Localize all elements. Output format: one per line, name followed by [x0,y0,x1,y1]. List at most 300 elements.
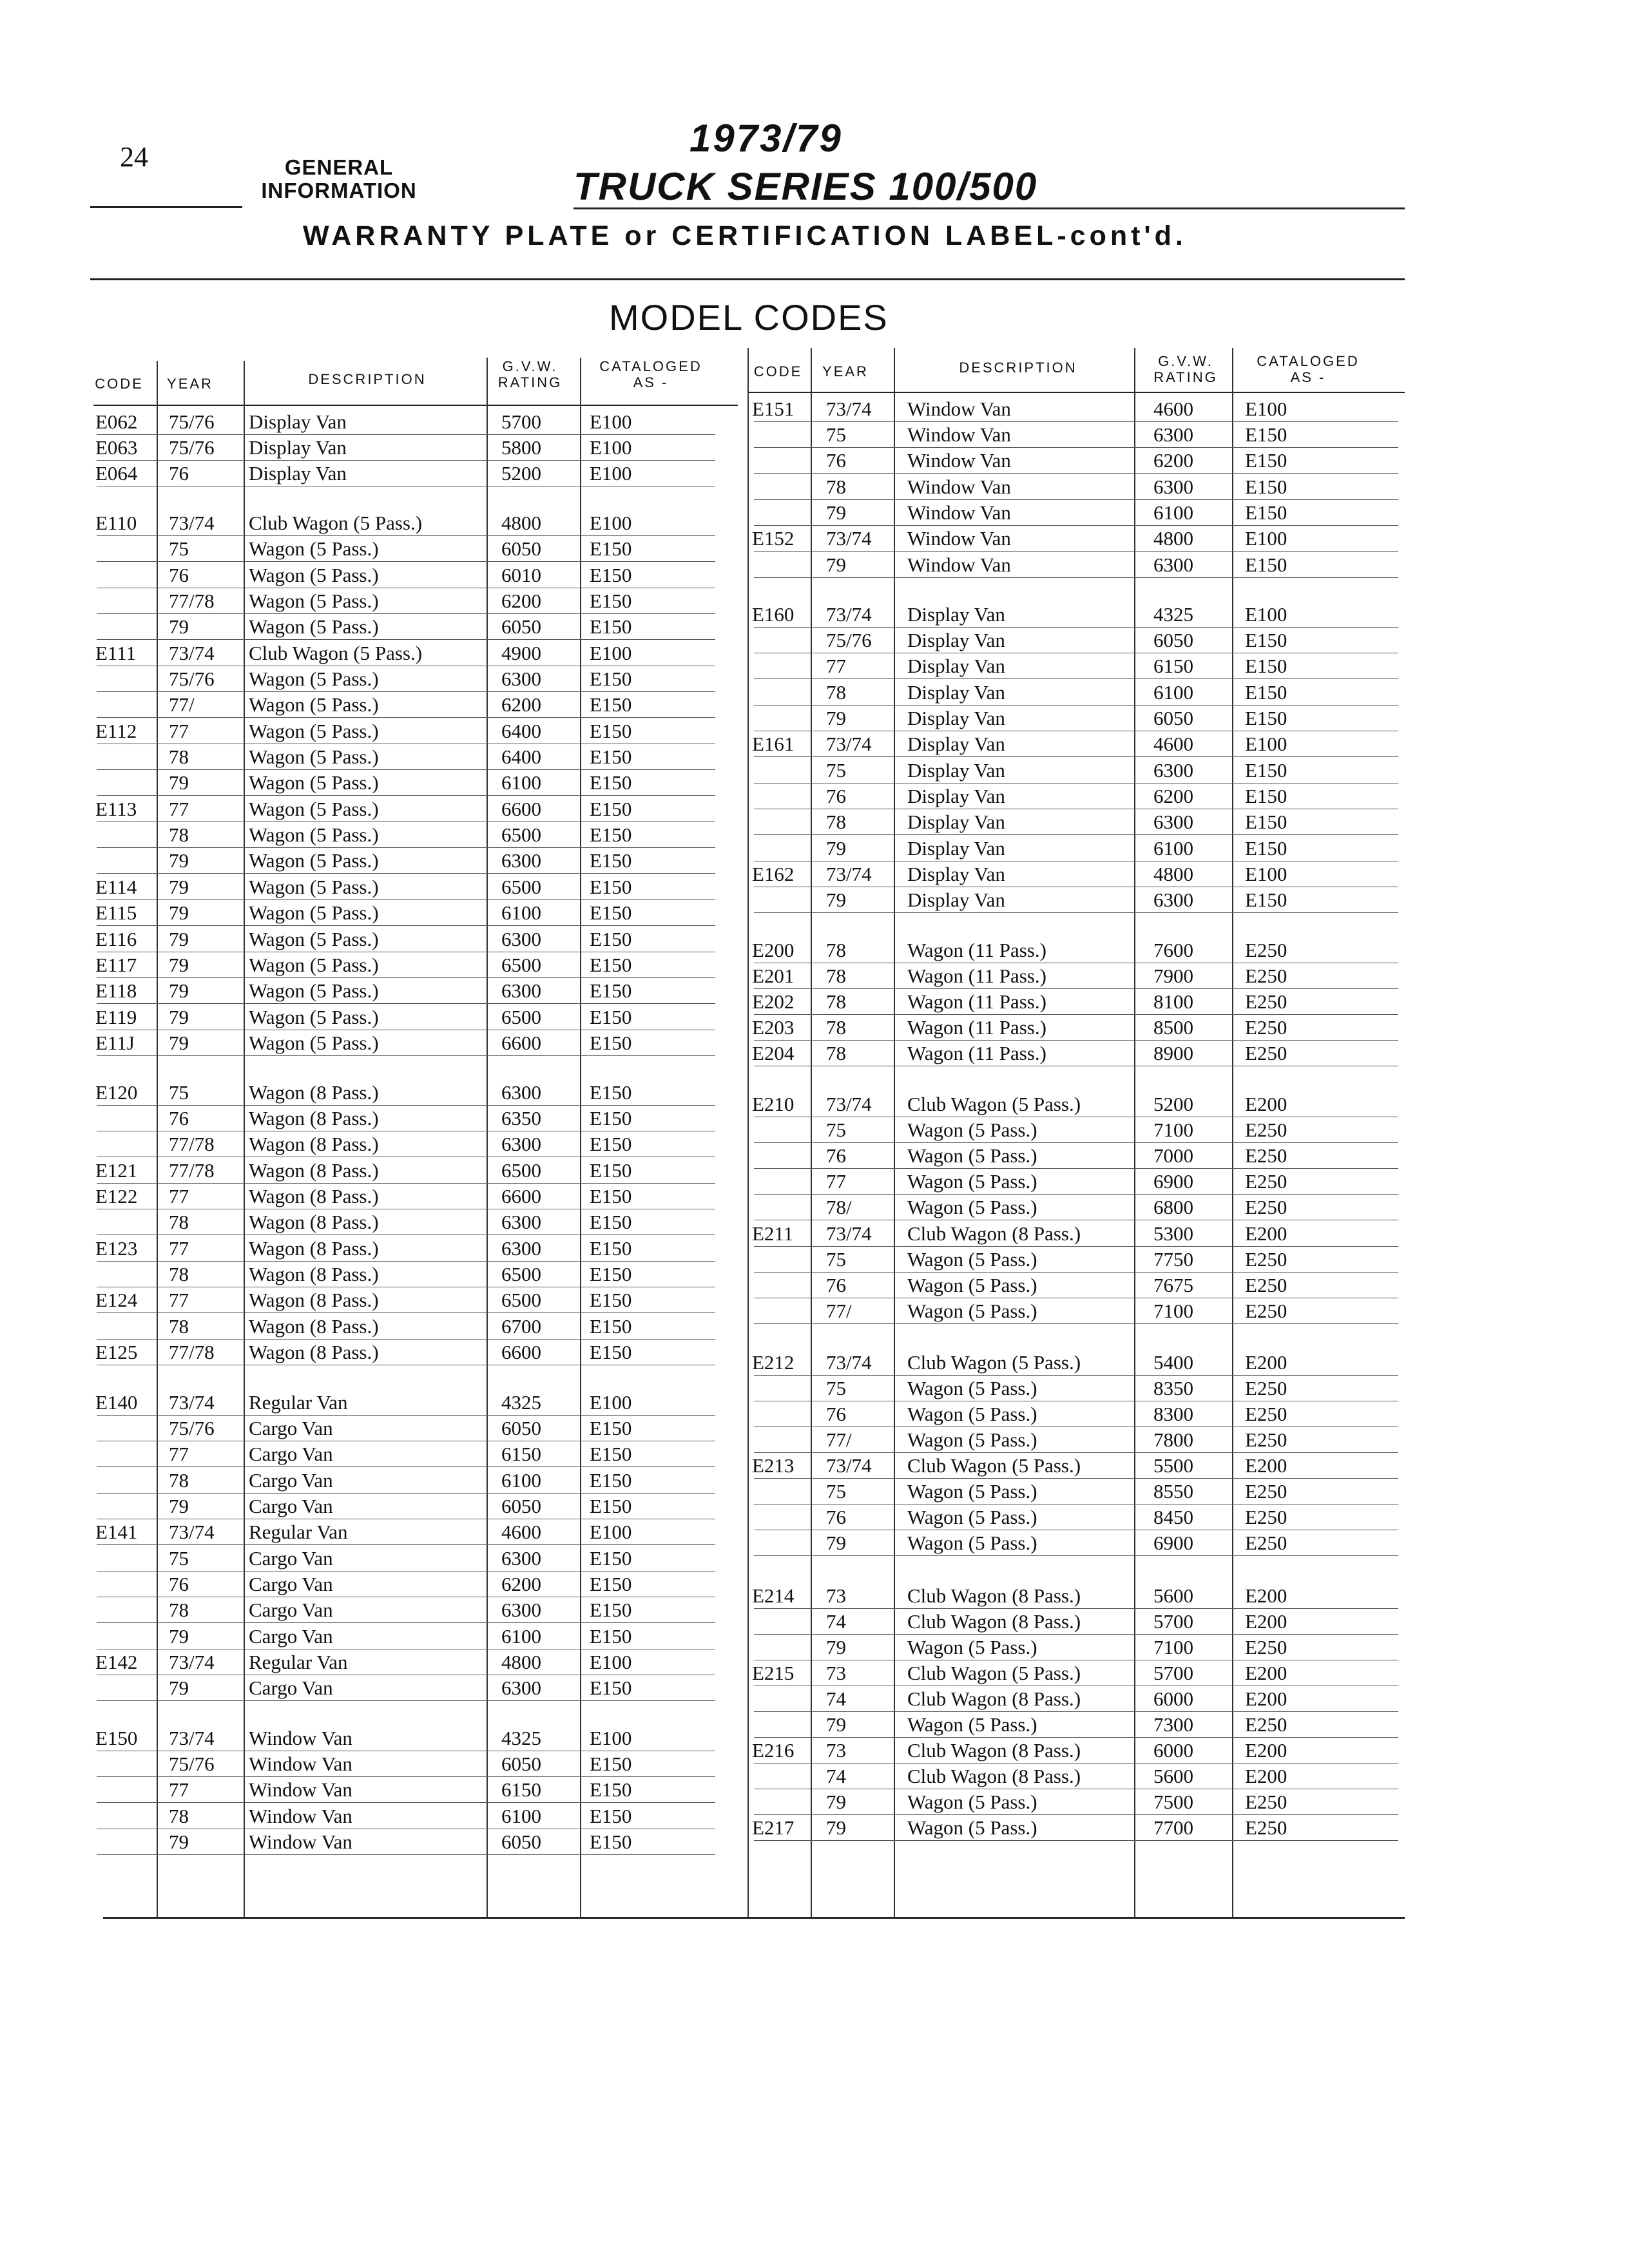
gvw-rating-cell: 6200 [501,1573,541,1595]
model-code-cell: E214 [752,1584,795,1607]
row-rule [754,1711,1398,1712]
model-year-cell: 75/76 [169,668,215,690]
gvw-rating-cell: 4800 [1153,527,1193,550]
cataloged-as-cell: E150 [1245,476,1287,498]
model-code-cell: E162 [752,863,795,885]
column-rule [1134,348,1135,1917]
model-year-cell: 78 [826,1016,846,1039]
gvw-rating-cell: 7675 [1153,1274,1193,1296]
cataloged-as-cell: E150 [590,1133,632,1155]
row-rule [97,769,715,770]
description-cell: Wagon (5 Pass.) [249,668,379,690]
cataloged-as-cell: E200 [1245,1351,1287,1374]
model-code-cell: E211 [752,1222,794,1245]
model-code-cell: E150 [95,1727,138,1749]
cataloged-as-cell: E200 [1245,1222,1287,1245]
description-cell: Wagon (5 Pass.) [907,1403,1037,1425]
cataloged-as-cell: E150 [590,615,632,638]
row-rule [97,1312,715,1313]
column-rule [244,361,245,1917]
model-year-cell: 79 [826,553,846,576]
row-rule [754,1168,1398,1169]
cataloged-as-cell: E250 [1245,1532,1287,1554]
model-code-cell: E212 [752,1351,795,1374]
table-header-rule [747,392,1405,393]
cataloged-as-cell: E150 [590,1159,632,1182]
row-rule [97,1339,715,1340]
model-code-cell: E062 [95,410,138,433]
gvw-rating-cell: 6000 [1153,1739,1193,1762]
model-year-cell: 75 [826,759,846,782]
model-year-cell: 78 [826,811,846,833]
gvw-rating-cell: 5200 [501,462,541,485]
gvw-rating-cell: 6900 [1153,1170,1193,1193]
cataloged-as-cell: E250 [1245,1170,1287,1193]
model-year-cell: 79 [169,1625,189,1648]
description-cell: Display Van [907,811,1005,833]
description-cell: Cargo Van [249,1417,333,1439]
model-year-cell: 73 [826,1584,846,1607]
cataloged-as-cell: E150 [1245,785,1287,807]
model-year-cell: 75 [826,1480,846,1503]
cataloged-as-cell: E200 [1245,1739,1287,1762]
model-year-cell: 73/74 [826,1351,872,1374]
row-rule [97,1854,715,1855]
cataloged-as-cell: E150 [590,1599,632,1621]
gvw-rating-cell: 6300 [501,979,541,1002]
header-code: CODE [95,376,144,392]
column-rule [747,348,749,1917]
gvw-rating-cell: 4325 [1153,603,1193,626]
cataloged-as-cell: E250 [1245,1016,1287,1039]
model-year-cell: 75 [169,537,189,560]
description-cell: Wagon (8 Pass.) [249,1185,379,1207]
cataloged-as-cell: E150 [590,1211,632,1233]
description-cell: Wagon (5 Pass.) [249,979,379,1002]
cataloged-as-cell: E250 [1245,1428,1287,1451]
model-year-cell: 76 [826,1506,846,1528]
row-rule [754,1840,1398,1841]
cataloged-as-cell: E150 [590,771,632,794]
row-rule [754,1246,1398,1247]
header-description: DESCRIPTION [308,371,427,387]
gvw-rating-cell: 6600 [501,1341,541,1363]
cataloged-as-cell: E150 [590,1831,632,1853]
model-code-cell: E120 [95,1081,138,1104]
row-rule [754,1142,1398,1143]
description-cell: Regular Van [249,1521,348,1543]
cataloged-as-cell: E150 [590,928,632,950]
gvw-rating-cell: 5400 [1153,1351,1193,1374]
description-cell: Club Wagon (5 Pass.) [907,1454,1081,1477]
description-cell: Club Wagon (8 Pass.) [907,1687,1081,1710]
gvw-rating-cell: 7900 [1153,965,1193,987]
cataloged-as-cell: E150 [590,979,632,1002]
column-rule [894,348,895,1917]
model-code-cell: E202 [752,990,795,1013]
gvw-rating-cell: 6350 [501,1107,541,1129]
description-cell: Wagon (5 Pass.) [907,1377,1037,1399]
description-cell: Window Van [907,527,1011,550]
model-year-cell: 79 [169,849,189,872]
model-code-cell: E216 [752,1739,795,1762]
gvw-rating-cell: 5300 [1153,1222,1193,1245]
gvw-rating-cell: 7100 [1153,1119,1193,1141]
model-code-cell: E141 [95,1521,138,1543]
header-gvw: G.V.W. RATING [497,358,563,390]
description-cell: Cargo Van [249,1495,333,1517]
cataloged-as-cell: E250 [1245,990,1287,1013]
gvw-rating-cell: 5500 [1153,1454,1193,1477]
gvw-rating-cell: 6150 [1153,655,1193,677]
gvw-rating-cell: 6300 [1153,889,1193,911]
gvw-rating-cell: 7750 [1153,1248,1193,1271]
row-rule [97,535,715,536]
description-cell: Wagon (8 Pass.) [249,1237,379,1260]
row-rule [97,717,715,718]
model-code-cell: E213 [752,1454,795,1477]
row-rule [754,1375,1398,1376]
model-code-cell: E152 [752,527,795,550]
model-code-cell: E116 [95,928,137,950]
column-rule [580,358,581,1917]
row-rule [97,434,715,435]
cataloged-as-cell: E250 [1245,1274,1287,1296]
section-label: GENERAL INFORMATION [261,155,417,202]
description-cell: Display Van [249,410,347,433]
row-rule [754,627,1398,628]
model-code-cell: E123 [95,1237,138,1260]
description-cell: Club Wagon (8 Pass.) [907,1765,1081,1787]
model-year-cell: 73/74 [826,398,872,420]
cataloged-as-cell: E150 [590,1237,632,1260]
row-rule [97,977,715,978]
cataloged-as-cell: E150 [590,1573,632,1595]
cataloged-as-cell: E150 [1245,423,1287,446]
cataloged-as-cell: E100 [1245,398,1287,420]
gvw-rating-cell: 7000 [1153,1144,1193,1167]
model-code-cell: E161 [752,733,795,755]
description-cell: Window Van [249,1727,352,1749]
model-year-cell: 79 [169,901,189,924]
gvw-rating-cell: 6300 [501,1237,541,1260]
description-cell: Display Van [907,863,1005,885]
model-code-cell: E119 [95,1006,137,1028]
description-cell: Wagon (11 Pass.) [907,1016,1046,1039]
description-cell: Wagon (11 Pass.) [907,965,1046,987]
row-rule [754,447,1398,448]
gvw-rating-cell: 7600 [1153,939,1193,961]
gvw-rating-cell: 8500 [1153,1016,1193,1039]
cataloged-as-cell: E150 [1245,681,1287,704]
gvw-rating-cell: 6500 [501,1159,541,1182]
gvw-rating-cell: 6100 [501,1469,541,1492]
row-rule [754,705,1398,706]
row-rule [97,899,715,900]
cataloged-as-cell: E150 [1245,501,1287,524]
cataloged-as-cell: E150 [590,590,632,612]
row-rule [754,1737,1398,1738]
gvw-rating-cell: 8450 [1153,1506,1193,1528]
description-cell: Wagon (5 Pass.) [907,1144,1037,1167]
description-cell: Cargo Van [249,1573,333,1595]
header-year: YEAR [167,376,213,392]
cataloged-as-cell: E150 [590,1185,632,1207]
model-code-cell: E217 [752,1816,795,1839]
description-cell: Wagon (5 Pass.) [249,876,379,898]
gvw-rating-cell: 8100 [1153,990,1193,1013]
gvw-rating-cell: 8900 [1153,1042,1193,1064]
model-year-cell: 79 [169,979,189,1002]
cataloged-as-cell: E250 [1245,1196,1287,1218]
description-cell: Window Van [249,1753,352,1775]
cataloged-as-cell: E100 [590,1651,632,1673]
description-cell: Window Van [907,501,1011,524]
page-number: 24 [120,141,148,173]
header-cataloged: CATALOGED AS - [1257,353,1360,385]
gvw-rating-cell: 8300 [1153,1403,1193,1425]
description-cell: Cargo Van [249,1443,333,1465]
model-code-cell: E160 [752,603,795,626]
gvw-rating-cell: 4600 [1153,733,1193,755]
gvw-rating-cell: 7800 [1153,1428,1193,1451]
column-rule [1232,348,1233,1917]
gvw-rating-cell: 6300 [501,1211,541,1233]
description-cell: Display Van [907,837,1005,860]
description-cell: Wagon (5 Pass.) [249,849,379,872]
description-cell: Wagon (8 Pass.) [249,1289,379,1311]
model-code-cell: E200 [752,939,795,961]
gvw-rating-cell: 4800 [1153,863,1193,885]
model-year-cell: 79 [169,1032,189,1054]
model-code-cell: E142 [95,1651,138,1673]
gvw-rating-cell: 7100 [1153,1636,1193,1658]
gvw-rating-cell: 6050 [501,1831,541,1853]
model-year-cell: 73/74 [826,863,872,885]
gvw-rating-cell: 5700 [501,410,541,433]
description-cell: Window Van [907,449,1011,472]
model-code-cell: E204 [752,1042,795,1064]
description-cell: Club Wagon (5 Pass.) [249,512,423,534]
row-rule [97,873,715,874]
model-year-cell: 79 [826,501,846,524]
description-cell: Wagon (8 Pass.) [249,1211,379,1233]
gvw-rating-cell: 6300 [1153,423,1193,446]
model-year-cell: 75/76 [169,1753,215,1775]
gvw-rating-cell: 6500 [501,876,541,898]
page-subtitle: WARRANTY PLATE or CERTIFICATION LABEL-cont'd. [303,220,1187,251]
model-code-cell: E215 [752,1662,795,1684]
description-cell: Club Wagon (5 Pass.) [907,1351,1081,1374]
row-rule [754,834,1398,835]
model-year-cell: 77 [169,720,189,742]
model-year-cell: 79 [826,707,846,729]
gvw-rating-cell: 6150 [501,1778,541,1801]
gvw-rating-cell: 6300 [1153,553,1193,576]
row-rule [754,988,1398,989]
gvw-rating-cell: 6900 [1153,1532,1193,1554]
model-code-cell: E121 [95,1159,138,1182]
model-year-cell: 76 [826,1403,846,1425]
header-cataloged: CATALOGED AS - [599,358,702,390]
description-cell: Window Van [249,1831,352,1853]
gvw-rating-cell: 7700 [1153,1816,1193,1839]
cataloged-as-cell: E150 [590,720,632,742]
subtitle-rule [90,278,1405,280]
description-cell: Cargo Van [249,1677,333,1699]
row-rule [754,1814,1398,1815]
gvw-rating-cell: 6100 [501,901,541,924]
model-code-cell: E201 [752,965,795,987]
row-rule [97,1700,715,1701]
description-cell: Club Wagon (8 Pass.) [907,1739,1081,1762]
model-year-cell: 75 [169,1547,189,1570]
row-rule [754,756,1398,757]
description-cell: Wagon (5 Pass.) [249,537,379,560]
gvw-rating-cell: 6200 [1153,785,1193,807]
row-rule [754,1478,1398,1479]
model-year-cell: 79 [826,889,846,911]
model-year-cell: 79 [169,876,189,898]
model-year-cell: 77 [169,1185,189,1207]
cataloged-as-cell: E150 [590,1289,632,1311]
description-cell: Wagon (5 Pass.) [907,1119,1037,1141]
model-year-cell: 77 [169,1289,189,1311]
description-cell: Display Van [907,655,1005,677]
description-cell: Wagon (5 Pass.) [249,798,379,820]
description-cell: Club Wagon (5 Pass.) [249,642,423,664]
cataloged-as-cell: E150 [590,1006,632,1028]
description-cell: Wagon (5 Pass.) [249,693,379,716]
cataloged-as-cell: E250 [1245,1248,1287,1271]
model-year-cell: 73/74 [826,1454,872,1477]
model-year-cell: 78 [169,1599,189,1621]
model-year-cell: 78/ [826,1196,852,1218]
cataloged-as-cell: E150 [1245,449,1287,472]
model-year-cell: 78 [169,745,189,768]
description-cell: Display Van [907,629,1005,651]
cataloged-as-cell: E150 [590,1315,632,1338]
model-year-cell: 78 [169,823,189,846]
cataloged-as-cell: E150 [1245,837,1287,860]
cataloged-as-cell: E250 [1245,1144,1287,1167]
gvw-rating-cell: 6050 [501,537,541,560]
gvw-rating-cell: 6400 [501,745,541,768]
model-year-cell: 76 [826,1144,846,1167]
gvw-rating-cell: 6100 [501,1805,541,1827]
column-rule [487,358,488,1917]
model-code-cell: E110 [95,512,137,534]
row-rule [754,912,1398,913]
model-year-cell: 79 [169,1006,189,1028]
description-cell: Wagon (5 Pass.) [907,1791,1037,1813]
description-cell: Display Van [249,462,347,485]
cataloged-as-cell: E100 [1245,863,1287,885]
description-cell: Window Van [249,1805,352,1827]
description-cell: Wagon (5 Pass.) [907,1300,1037,1322]
model-code-cell: E124 [95,1289,138,1311]
gvw-rating-cell: 6500 [501,954,541,976]
description-cell: Wagon (5 Pass.) [907,1428,1037,1451]
row-rule [754,1555,1398,1556]
column-rule [811,348,812,1917]
description-cell: Club Wagon (8 Pass.) [907,1222,1081,1245]
cataloged-as-cell: E150 [1245,629,1287,651]
description-cell: Wagon (8 Pass.) [249,1133,379,1155]
row-rule [97,613,715,614]
row-rule [97,1105,715,1106]
description-cell: Window Van [907,398,1011,420]
gvw-rating-cell: 6200 [1153,449,1193,472]
gvw-rating-cell: 4600 [501,1521,541,1543]
description-cell: Wagon (8 Pass.) [249,1263,379,1285]
description-cell: Window Van [249,1778,352,1801]
gvw-rating-cell: 6700 [501,1315,541,1338]
cataloged-as-cell: E150 [590,693,632,716]
description-cell: Display Van [907,733,1005,755]
cataloged-as-cell: E150 [590,1625,632,1648]
gvw-rating-cell: 6300 [1153,759,1193,782]
gvw-rating-cell: 6300 [501,928,541,950]
table-header-rule [93,405,738,406]
gvw-rating-cell: 6050 [501,1753,541,1775]
description-cell: Wagon (5 Pass.) [249,771,379,794]
row-rule [97,1544,715,1545]
model-code-cell: E118 [95,979,137,1002]
cataloged-as-cell: E100 [1245,733,1287,755]
row-rule [754,525,1398,526]
gvw-rating-cell: 6300 [501,849,541,872]
cataloged-as-cell: E150 [590,564,632,586]
model-code-cell: E115 [95,901,137,924]
model-year-cell: 75 [826,1248,846,1271]
model-year-cell: 78 [169,1315,189,1338]
gvw-rating-cell: 6150 [501,1443,541,1465]
model-year-cell: 76 [169,564,189,586]
description-cell: Wagon (5 Pass.) [249,564,379,586]
description-cell: Club Wagon (8 Pass.) [907,1610,1081,1633]
gvw-rating-cell: 6050 [1153,629,1193,651]
description-cell: Wagon (5 Pass.) [907,1532,1037,1554]
model-year-cell: 79 [169,954,189,976]
model-year-cell: 73/74 [826,733,872,755]
description-cell: Club Wagon (5 Pass.) [907,1662,1081,1684]
row-rule [97,1622,715,1623]
cataloged-as-cell: E100 [590,512,632,534]
gvw-rating-cell: 6050 [1153,707,1193,729]
cataloged-as-cell: E200 [1245,1584,1287,1607]
row-rule [97,691,715,692]
gvw-rating-cell: 5700 [1153,1662,1193,1684]
model-year-cell: 77/78 [169,590,215,612]
cataloged-as-cell: E100 [590,1391,632,1414]
model-year-cell: 73/74 [169,1391,215,1414]
gvw-rating-cell: 6300 [1153,811,1193,833]
gvw-rating-cell: 6000 [1153,1687,1193,1710]
model-code-cell: E140 [95,1391,138,1414]
row-rule [97,1466,715,1467]
row-rule [754,499,1398,500]
model-year-cell: 73/74 [169,1727,215,1749]
gvw-rating-cell: 5700 [1153,1610,1193,1633]
model-year-cell: 79 [826,1532,846,1554]
model-year-cell: 78 [169,1263,189,1285]
model-year-cell: 74 [826,1687,846,1710]
cataloged-as-cell: E200 [1245,1765,1287,1787]
gvw-rating-cell: 4800 [501,1651,541,1673]
cataloged-as-cell: E100 [590,1727,632,1749]
cataloged-as-cell: E150 [590,1547,632,1570]
